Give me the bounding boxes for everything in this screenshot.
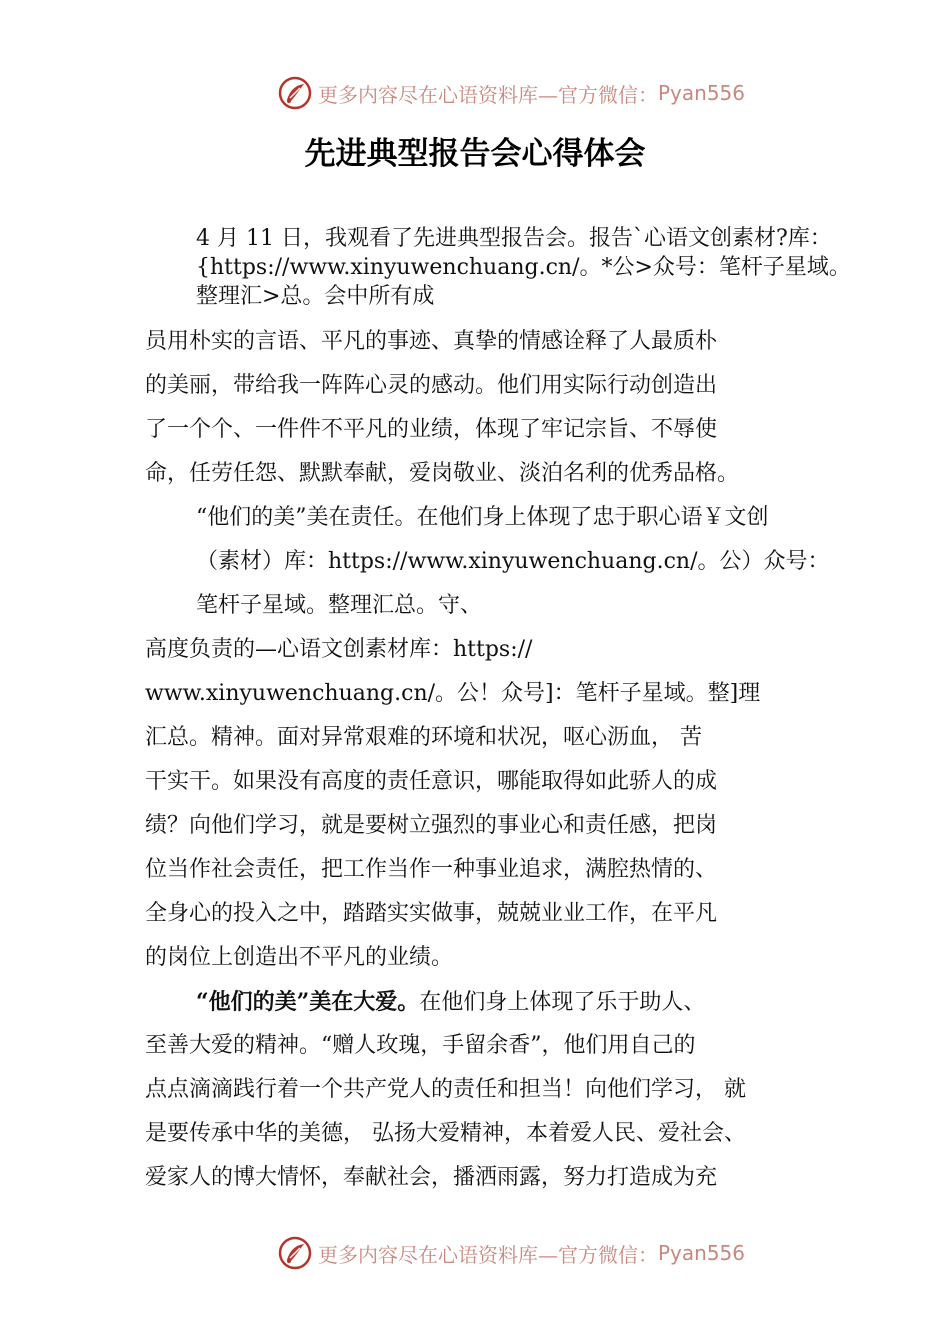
text-line: 是要传承中华的美德， 弘扬大爱精神，本着爱人民、爱社会、	[145, 1121, 746, 1146]
text-line: 至善大爱的精神。“赠人玫瑰，手留余香”，他们用自己的	[145, 1033, 696, 1058]
text-line: （素材）库：https://www.xinyuwenchuang.cn/。公）众号：	[196, 549, 830, 574]
text-line: “他们的美”美在责任。在他们身上体现了忠于职心语￥文创	[196, 505, 769, 530]
text-line: 干实干。如果没有高度的责任意识，哪能取得如此骄人的成	[145, 769, 718, 794]
stamp-seal-icon	[278, 76, 312, 110]
document-title: 先进典型报告会心得体会	[304, 136, 646, 172]
text-line: www.xinyuwenchuang.cn/。公！众号]：笔杆子星域。整]理	[145, 681, 761, 706]
header-banner	[278, 73, 778, 113]
footer-banner	[278, 1233, 778, 1273]
text-line: 命，任劳任怨、默默奉献，爱岗敬业、淡泊名利的优秀品格。	[145, 461, 740, 486]
text-line: 笔杆子星域。整理汇总。守、	[196, 593, 483, 618]
banner-text: 更多内容尽在心语资料库—官方微信：	[318, 82, 658, 107]
text-line: 整理汇>总。会中所有成	[196, 284, 435, 309]
text-line	[196, 988, 705, 1017]
banner-handle: Pyan556	[658, 1241, 746, 1265]
bold-lead: “他们的美”美在大爱。	[196, 989, 420, 1015]
text-line: 的岗位上创造出不平凡的业绩。	[145, 945, 454, 970]
text-line: 4 月 11 日，我观看了先进典型报告会。报告`心语文创素材?库：	[196, 226, 832, 251]
text-line: 员用朴实的言语、平凡的事迹、真挚的情感诠释了人最质朴	[145, 329, 718, 354]
text-line: 爱家人的博大情怀，奉献社会，播洒雨露，努力打造成为充	[145, 1165, 718, 1190]
text-line-rest: 在他们身上体现了乐于助人、	[419, 990, 706, 1015]
text-line: 的美丽，带给我一阵阵心灵的感动。他们用实际行动创造出	[145, 373, 718, 398]
text-line: 全身心的投入之中，踏踏实实做事，兢兢业业工作，在平凡	[145, 901, 718, 926]
text-line: {https://www.xinyuwenchuang.cn/。*公>众号：笔杆子星域。	[196, 255, 851, 280]
banner-text: 更多内容尽在心语资料库—官方微信：	[318, 1242, 658, 1267]
stamp-seal-icon	[278, 1236, 312, 1270]
text-line: 了一个个、一件件不平凡的业绩，体现了牢记宗旨、不辱使	[145, 417, 718, 442]
text-line: 高度负责的—心语文创素材库：https://	[145, 637, 533, 662]
text-line: 绩？向他们学习，就是要树立强烈的事业心和责任感，把岗	[145, 813, 718, 838]
text-line: 点点滴滴践行着一个共产党人的责任和担当！向他们学习， 就	[145, 1077, 746, 1102]
text-line: 位当作社会责任，把工作当作一种事业追求，满腔热情的、	[145, 857, 718, 882]
banner-handle: Pyan556	[658, 81, 746, 105]
text-line: 汇总。精神。面对异常艰难的环境和状况，呕心沥血， 苦	[145, 725, 702, 750]
